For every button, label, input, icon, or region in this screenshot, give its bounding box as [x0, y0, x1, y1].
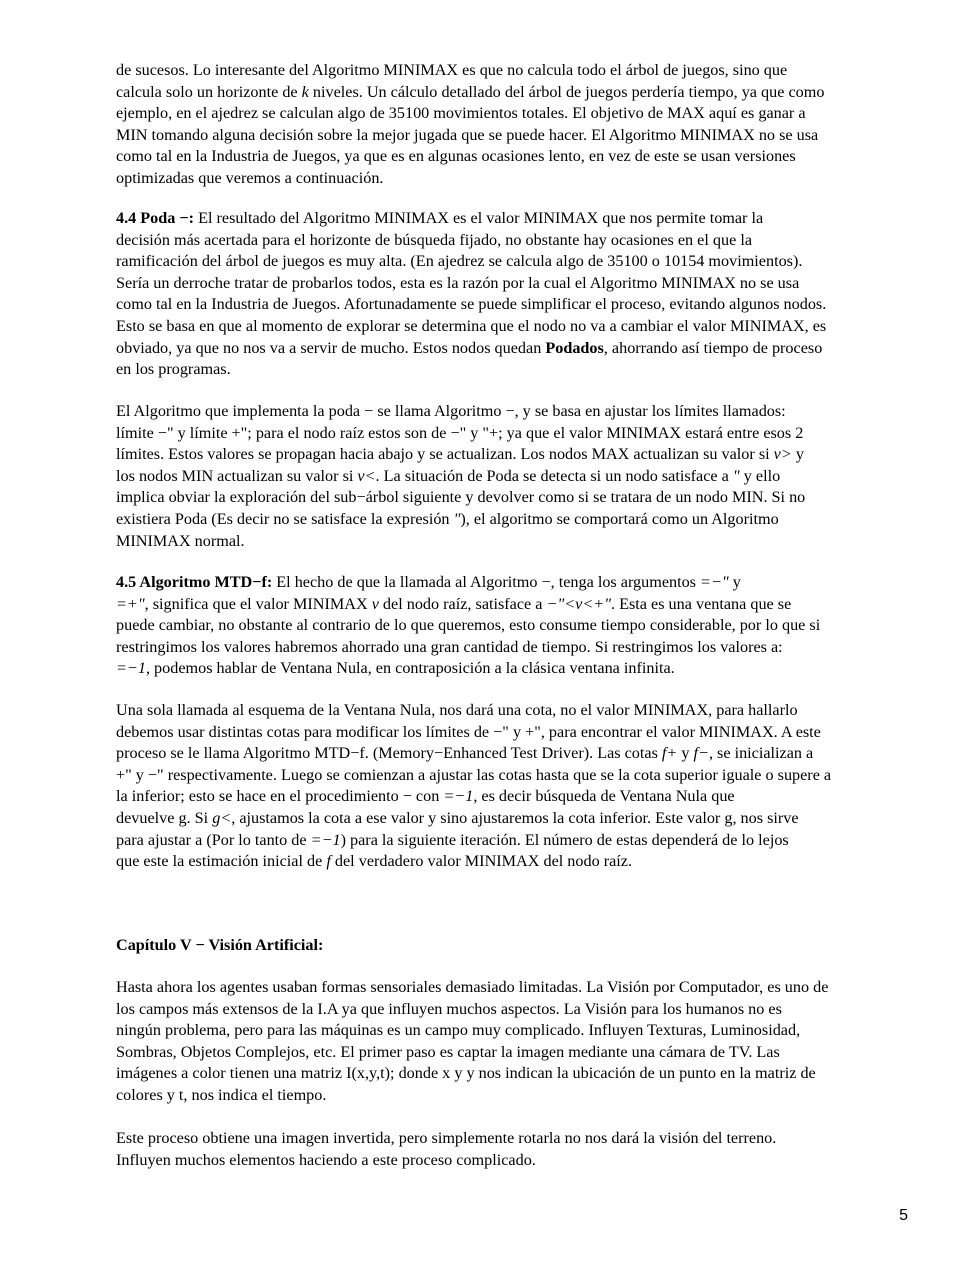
text-line: colores y t, nos indica el tiempo. [116, 1085, 327, 1104]
section-heading: 4.4 Poda −: [116, 209, 195, 227]
chapter-heading: Capítulo V − Visión Artificial: [116, 936, 324, 954]
text-line: Hasta ahora los agentes usaban formas sensoriales demasiado limitadas. La Visión por Computador, es uno de [116, 978, 829, 996]
text-line: imágenes a color tienen una matriz I(x,y,t); donde x y y nos indican la ubicación de un punto en la matriz de [116, 1064, 816, 1083]
page-number: 5 [899, 1207, 908, 1224]
paragraph-minimax-intro [116, 60, 906, 190]
text-line: los campos más extensos de la I.A ya que influyen muchos aspectos. La Visión para los humanos no es [116, 999, 782, 1018]
text-line: MIN tomando alguna decisión sobre la mejor jugada que se puede hacer. El Algoritmo MINIMAX no se usa [116, 125, 819, 144]
text-line: ningún problema, pero para las máquinas es un campo muy complicado. Influyen Texturas, Luminosidad, [116, 1021, 801, 1040]
text-line: =−1, podemos hablar de Ventana Nula, en contraposición a la clásica ventana infinita. [116, 659, 675, 678]
text-line: =+", significa que el valor MINIMAX v del nodo raíz, satisface a −"<v<+". Esta es una ventana que se [116, 594, 792, 613]
text-line: restringimos los valores habremos ahorrado una gran cantidad de tiempo. Si restringimos los valores a: [116, 637, 783, 656]
paragraph-null-window [116, 700, 906, 873]
text-line: existiera Poda (Es decir no se satisface la expresión "), el algoritmo se comportará como un Algoritmo [116, 509, 779, 528]
text-line: Sería un derroche tratar de probarlos todos, esta es la razón por la cual el Algoritmo MINIMAX no se usa [116, 273, 800, 292]
text-line: Sombras, Objetos Complejos, etc. El primer paso es captar la imagen mediante una cámara de TV. Las [116, 1042, 780, 1061]
text-line: calcula solo un horizonte de k niveles. Un cálculo detallado del árbol de juegos perdería tiempo, ya que como [116, 82, 825, 101]
section-4-5-mtd-f [116, 572, 906, 680]
text-line: de sucesos. Lo interesante del Algoritmo MINIMAX es que no calcula todo el árbol de juegos, sino que [116, 61, 788, 79]
text-line: +" y −" respectivamente. Luego se comienzan a ajustar las cotas hasta que se la cota superior iguale o supere a [116, 765, 832, 784]
text-line: Una sola llamada al esquema de la Ventana Nula, nos dará una cota, no el valor MINIMAX, para hallarlo [116, 701, 798, 719]
text-line: límite −" y límite +"; para el nodo raíz estos son de −" y "+; ya que el valor MINIMAX estará entre esos 2 [116, 423, 804, 442]
text-line: debemos usar distintas cotas para modificar los límites de −" y +", para encontrar el valor MINIMAX. A este [116, 722, 821, 741]
text-line: 4.5 Algoritmo MTD−f: El hecho de que la llamada al Algoritmo −, tenga los argumentos =−" y [116, 573, 741, 591]
text-line: los nodos MIN actualizan su valor si v<. La situación de Poda se detecta si un nodo satisface a " y ello [116, 466, 781, 485]
text-line: devuelve g. Si g<, ajustamos la cota a ese valor y sino ajustaremos la cota inferior. Este valor g, nos sirve [116, 808, 799, 827]
text-line: límites. Estos valores se propagan hacia abajo y se actualizan. Los nodos MAX actualizan su valor si v> y [116, 445, 804, 464]
text-line: puede cambiar, no obstante al contrario de lo que queremos, esto consume tiempo considerable, por lo que si [116, 616, 821, 635]
text-line: como tal en la Industria de Juegos, ya que es en algunas ocasiones lento, en vez de este se usan versiones [116, 147, 796, 166]
section-heading: 4.5 Algoritmo MTD−f: [116, 573, 273, 591]
text-line: como tal en la Industria de Juegos. Afortunadamente se puede simplificar el proceso, evitando algunos nodos. [116, 295, 827, 314]
text-line: El Algoritmo que implementa la poda − se llama Algoritmo −, y se basa en ajustar los límites llamados: [116, 402, 786, 420]
text-line: ramificación del árbol de juegos es muy alta. (En ajedrez se calcula algo de 35100 o 10154 movimientos). [116, 252, 803, 271]
text-line: Esto se basa en que al momento de explorar se determina que el nodo no va a cambiar el valor MINIMAX, es [116, 316, 827, 335]
text-line: proceso se le llama Algoritmo MTD−f. (Memory−Enhanced Test Driver). Las cotas f+ y f−, se inicializan a [116, 744, 814, 763]
paragraph-vision-intro [116, 977, 906, 1107]
text-line: decisión más acertada para el horizonte de búsqueda fijado, no obstante hay ocasiones en el que la [116, 230, 753, 249]
text-line: ejemplo, en el ajedrez se calculan algo de 35100 movimientos totales. El objetivo de MAX aquí es ganar a [116, 104, 806, 123]
text-line: que este la estimación inicial de f del verdadero valor MINIMAX del nodo raíz. [116, 852, 633, 871]
text-line: la inferior; esto se hace en el procedimiento − con =−1, es decir búsqueda de Ventana Nula que [116, 787, 735, 806]
paragraph-alpha-beta [116, 401, 906, 552]
text-line: MINIMAX normal. [116, 531, 245, 550]
text-line: Este proceso obtiene una imagen invertida, pero simplemente rotarla no nos dará la visión del terreno. [116, 1129, 777, 1147]
text-line: optimizadas que veremos a continuación. [116, 168, 384, 187]
text-line: 4.4 Poda −: El resultado del Algoritmo MINIMAX es el valor MINIMAX que nos permite tomar la [116, 209, 764, 227]
section-4-4-poda [116, 208, 906, 381]
text-line: en los programas. [116, 360, 231, 379]
text-line: implica obviar la exploración del sub−árbol siguiente y devolver como si se tratara de un nodo MIN. Si no [116, 488, 806, 507]
text-line: obviado, ya que no nos va a servir de mucho. Estos nodos quedan Podados, ahorrando así tiempo de proceso [116, 338, 823, 357]
paragraph-inverted-image [116, 1128, 906, 1171]
text-line: Influyen muchos elementos haciendo a este proceso complicado. [116, 1150, 536, 1169]
text-line: para ajustar a (Por lo tanto de =−1) para la siguiente iteración. El número de estas dependerá de lo lejos [116, 830, 789, 849]
